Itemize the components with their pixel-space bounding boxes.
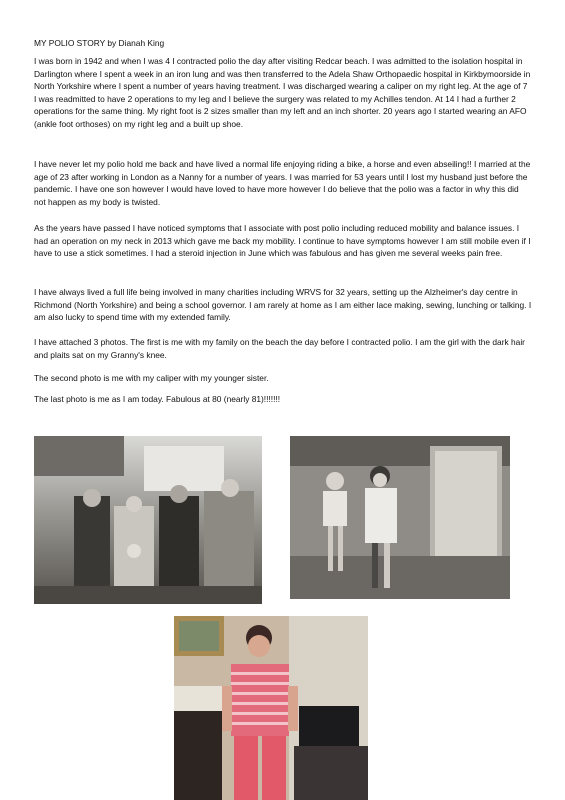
paragraph-2: I have never let my polio hold me back and have lived a normal life enjoying riding a bike, a horse and even abseiling!! I married at the age of 23 after working in London as a Nanny for a number of years. I was married for 53 years until I lost my husband just before the pandemic. I have one son however I would have loved to have more however I do believe that the polio was a factor in why this did not happen as my body is twisted.	[34, 159, 531, 207]
document-title: MY POLIO STORY by Dianah King	[34, 38, 165, 48]
paragraph-1: I was born in 1942 and when I was 4 I contracted polio the day after visiting Redcar beach. I was admitted to the isolation hospital in Darlington where I spent a week in an iron lung and was then transferred to the Adela Shaw Orthopaedic hospital in Kirkbymoorside in North Yorkshire where I spent a number of years having treatment. I was discharged wearing a caliper on my right leg. At the age of 7 I was readmitted to have 2 operations to my leg and I believe the surgery was related to my Achilles tendon. At 14 I had a further 2 operations for the same thing. My right foot is 2 sizes smaller than my left and an inch shorter. 20 years ago I started wearing an AFO (ankle foot orthoses) on my right leg and a built up shoe.	[34, 56, 531, 129]
paragraph-7: The last photo is me as I am today. Fabulous at 80 (nearly 81)!!!!!!!	[34, 394, 281, 404]
family-beach-photo	[34, 436, 262, 604]
paragraph-4: I have always lived a full life being involved in many charities including WRVS for 32 years, setting up the Alzheimer's day centre in Richmond (North Yorkshire) and being a school governor. I am rarely at home as I am either lace making, sewing, lunching or talking. I am also lucky to spend time with my extended family.	[34, 287, 532, 323]
portrait-today-photo	[174, 616, 368, 800]
paragraph-5: I have attached 3 photos. The first is me with my family on the beach the day before I contracted polio. I am the girl with the dark hair and plaits sat on my Granny's knee.	[34, 337, 525, 360]
paragraph-3: As the years have passed I have noticed symptoms that I associate with post polio including reduced mobility and balance issues. I had an operation on my neck in 2013 which gave me back my mobility. I continue to have symptoms however I am still mobile even if I have to use a stick sometimes. I had a steroid injection in June which was fabulous and has given me several weeks pain free.	[34, 223, 531, 259]
caliper-sister-photo	[290, 436, 510, 599]
paragraph-6: The second photo is me with my caliper with my younger sister.	[34, 373, 269, 383]
